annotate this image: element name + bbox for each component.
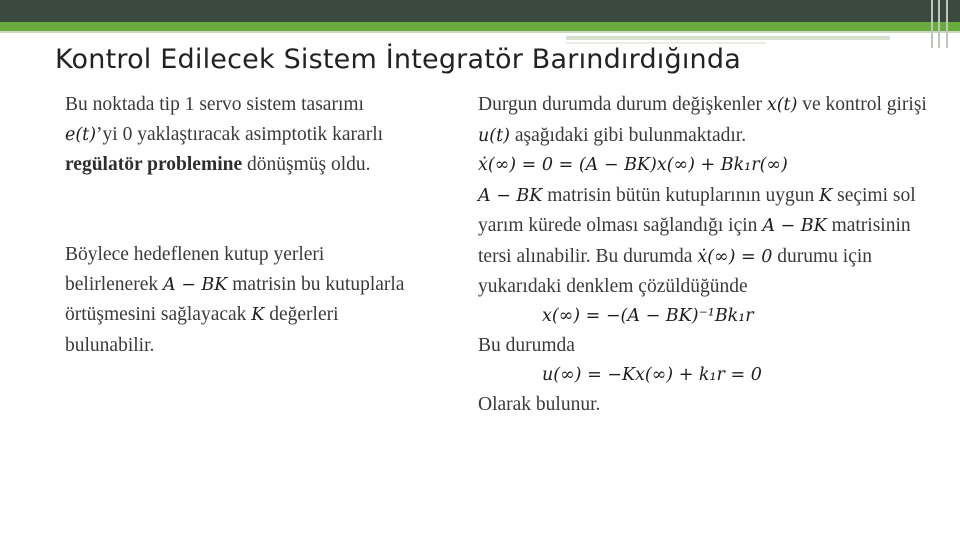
text: seçimi sol yarım kürede olması sağlandığı için [478, 184, 916, 236]
corner-vertical-line [931, 0, 933, 48]
text: ’yi 0 yaklaştıracak asimptotik kararlı [96, 123, 384, 145]
right-paragraph-1 [478, 90, 948, 151]
text: Durgun durumda durum değişkenler [478, 94, 767, 115]
top-green-bar [0, 22, 960, 31]
text: değerleri bulunabilir. [65, 304, 339, 356]
corner-vertical-line [938, 0, 940, 48]
bold-term: regülatör problemine [65, 154, 243, 175]
text: Böylece hedeflenen kutup yerleri belirlenerek [65, 244, 325, 295]
text: matrisin bu kutuplarla örtüşmesini sağlayacak [65, 273, 405, 325]
text: ve kontrol girişi [797, 94, 927, 115]
text: durumu için yukarıdaki denklem çözüldüğünde [478, 245, 873, 297]
text: matrisinin tersi alınabilir. Bu durumda [478, 215, 911, 267]
text: Bu noktada tip 1 servo sistem tasarımı [65, 94, 364, 115]
left-paragraph-1 [65, 90, 415, 180]
top-accent-line [0, 31, 960, 33]
math-expression: x(t) [766, 95, 798, 115]
text: matrisin bütün kutuplarının uygun [542, 184, 820, 206]
corner-vertical-line [946, 0, 948, 48]
math-expression: A − BK [163, 274, 228, 295]
equation-steady-state: ẋ(∞) = 0 = (A − BK)x(∞) + Bk₁r(∞) [478, 155, 788, 175]
math-expression: ẋ(∞) = 0 [697, 246, 773, 267]
right-column [478, 90, 948, 420]
math-expression: e(t) [65, 124, 97, 145]
math-expression: u(t) [478, 125, 510, 146]
top-dark-bar [0, 0, 960, 22]
math-expression: K [251, 305, 265, 325]
slide-title: Kontrol Edilecek Sistem İntegratör Barındırdığında [55, 44, 741, 75]
right-paragraph-2 [478, 181, 948, 302]
text: aşağıdaki gibi bulunmaktadır. [509, 124, 747, 146]
math-expression: A − BK [478, 185, 543, 206]
text-bu-durumda: Bu durumda [478, 335, 575, 356]
text: dönüşmüş oldu. [242, 154, 371, 175]
equation-state-solution: x(∞) = −(A − BK)⁻¹Bk₁r [542, 305, 754, 326]
text-conclusion: Olarak bulunur. [478, 394, 601, 415]
title-underline-decoration [566, 36, 890, 40]
math-expression: K [819, 185, 833, 206]
equation-input-solution: u(∞) = −Kx(∞) + k₁r = 0 [542, 364, 762, 385]
math-expression: A − BK [762, 216, 827, 236]
left-paragraph-2 [65, 240, 415, 360]
